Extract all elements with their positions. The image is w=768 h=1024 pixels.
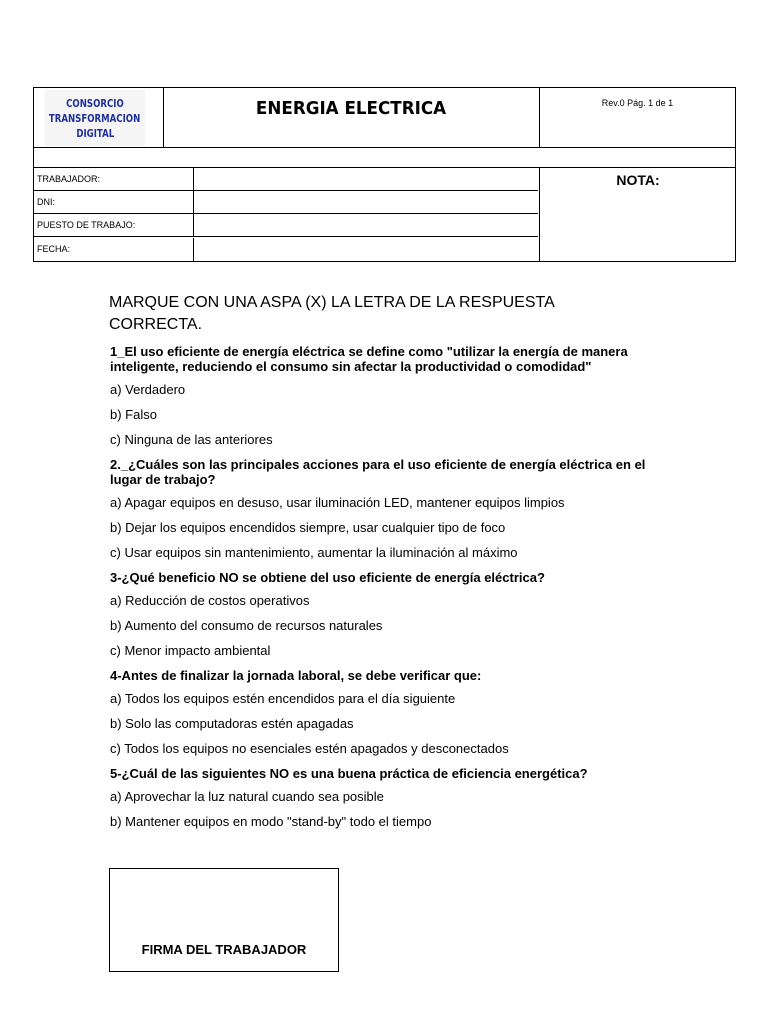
question-4: 4-Antes de finalizar la jornada laboral, se debe verificar que: bbox=[110, 668, 482, 683]
answer-option[interactable]: a) Aprovechar la luz natural cuando sea posible bbox=[110, 789, 384, 804]
field-label-puesto: PUESTO DE TRABAJO: bbox=[37, 220, 136, 230]
field-row-dni bbox=[34, 191, 538, 214]
answer-option[interactable]: a) Todos los equipos estén encendidos para el día siguiente bbox=[110, 691, 456, 706]
field-value-fecha[interactable] bbox=[193, 238, 538, 262]
answer-option[interactable]: b) Solo las computadoras estén apagadas bbox=[110, 716, 354, 731]
question-3: 3-¿Qué beneficio NO se obtiene del uso eficiente de energía eléctrica? bbox=[110, 570, 545, 585]
field-label-fecha: FECHA: bbox=[37, 244, 71, 254]
answer-option[interactable]: a) Apagar equipos en desuso, usar iluminación LED, mantener equipos limpios bbox=[110, 495, 565, 510]
company-logo bbox=[45, 90, 145, 146]
answer-option[interactable]: b) Dejar los equipos encendidos siempre, usar cualquier tipo de foco bbox=[110, 520, 506, 535]
question-list bbox=[110, 344, 650, 839]
question-5: 5-¿Cuál de las siguientes NO es una buena práctica de eficiencia energética? bbox=[110, 766, 588, 781]
logo-line: TRANSFORMACION bbox=[49, 111, 141, 125]
logo-line: CONSORCIO bbox=[66, 96, 124, 110]
field-row-trabajador bbox=[34, 168, 538, 191]
answer-option[interactable]: b) Aumento del consumo de recursos naturales bbox=[110, 618, 383, 633]
question-1: 1_El uso eficiente de energía eléctrica se define como "utilizar la energía de manera inteligente, reduciendo el consumo sin afectar la productividad o comodidad" bbox=[110, 344, 628, 374]
field-value-trabajador[interactable] bbox=[193, 168, 538, 190]
field-label-trabajador: TRABAJADOR: bbox=[37, 174, 101, 184]
answer-option[interactable]: c) Menor impacto ambiental bbox=[110, 643, 271, 658]
title-cell bbox=[163, 88, 540, 147]
answer-option[interactable]: c) Todos los equipos no esenciales estén apagados y desconectados bbox=[110, 741, 509, 756]
instruction-text: MARQUE CON UNA ASPA (X) LA LETRA DE LA RESPUESTA CORRECTA. bbox=[109, 294, 554, 333]
document-title: ENERGIA ELECTRICA bbox=[255, 98, 447, 119]
field-value-dni[interactable] bbox=[193, 191, 538, 213]
field-row-fecha bbox=[34, 238, 538, 262]
answer-option[interactable]: c) Usar equipos sin mantenimiento, aumentar la iluminación al máximo bbox=[110, 545, 518, 560]
answer-option[interactable]: a) Reducción de costos operativos bbox=[110, 593, 310, 608]
field-label-dni: DNI: bbox=[37, 197, 55, 207]
field-value-puesto[interactable] bbox=[193, 214, 538, 236]
document-header bbox=[33, 87, 736, 262]
field-row-puesto bbox=[34, 214, 538, 237]
signature-box[interactable] bbox=[109, 868, 339, 972]
logo-cell bbox=[34, 88, 164, 147]
answer-option[interactable]: b) Falso bbox=[110, 407, 157, 422]
logo-line: DIGITAL bbox=[76, 126, 114, 140]
answer-option[interactable]: b) Mantener equipos en modo "stand-by" todo el tiempo bbox=[110, 814, 432, 829]
answer-option[interactable]: c) Ninguna de las anteriores bbox=[110, 432, 273, 447]
answer-option[interactable]: a) Verdadero bbox=[110, 382, 186, 397]
revision-info: Rev.0 Pág. 1 de 1 bbox=[601, 98, 674, 108]
question-2: 2._¿Cuáles son las principales acciones para el uso eficiente de energía eléctrica en el lugar de trabajo? bbox=[110, 457, 646, 487]
signature-label: FIRMA DEL TRABAJADOR bbox=[141, 942, 307, 957]
nota-label: NOTA: bbox=[616, 172, 660, 188]
divider bbox=[34, 147, 735, 148]
